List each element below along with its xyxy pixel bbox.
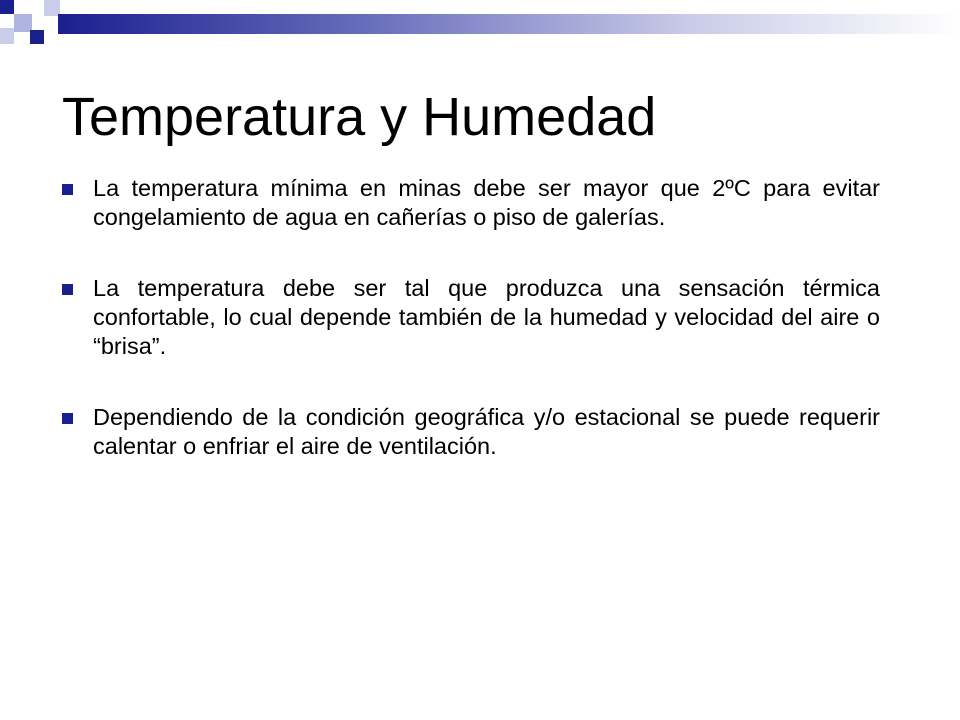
slide-title: Temperatura y Humedad (62, 87, 657, 147)
decorative-square (30, 30, 44, 44)
bullet-text: Dependiendo de la condición geográfica y/o estacional se puede requerir calentar o enfriar el aire de ventilación. (93, 404, 880, 459)
bullet-item (60, 174, 880, 232)
bullet-text: La temperatura mínima en minas debe ser mayor que 2ºC para evitar congelamiento de agua en cañerías o piso de galerías. (93, 175, 880, 230)
decorative-square (0, 0, 14, 14)
square-bullet-icon (62, 184, 73, 195)
square-bullet-icon (62, 284, 73, 295)
decorative-square (0, 28, 14, 44)
header-gradient-bar (58, 14, 960, 34)
square-bullet-icon (62, 413, 73, 424)
bullet-item (60, 274, 880, 361)
bullet-item (60, 403, 880, 461)
bullet-text: La temperatura debe ser tal que produzca una sensación térmica confortable, lo cual depende también de la humedad y velocidad del aire o “brisa”. (93, 275, 880, 359)
decorative-square (30, 0, 44, 14)
bullet-list (60, 174, 880, 503)
